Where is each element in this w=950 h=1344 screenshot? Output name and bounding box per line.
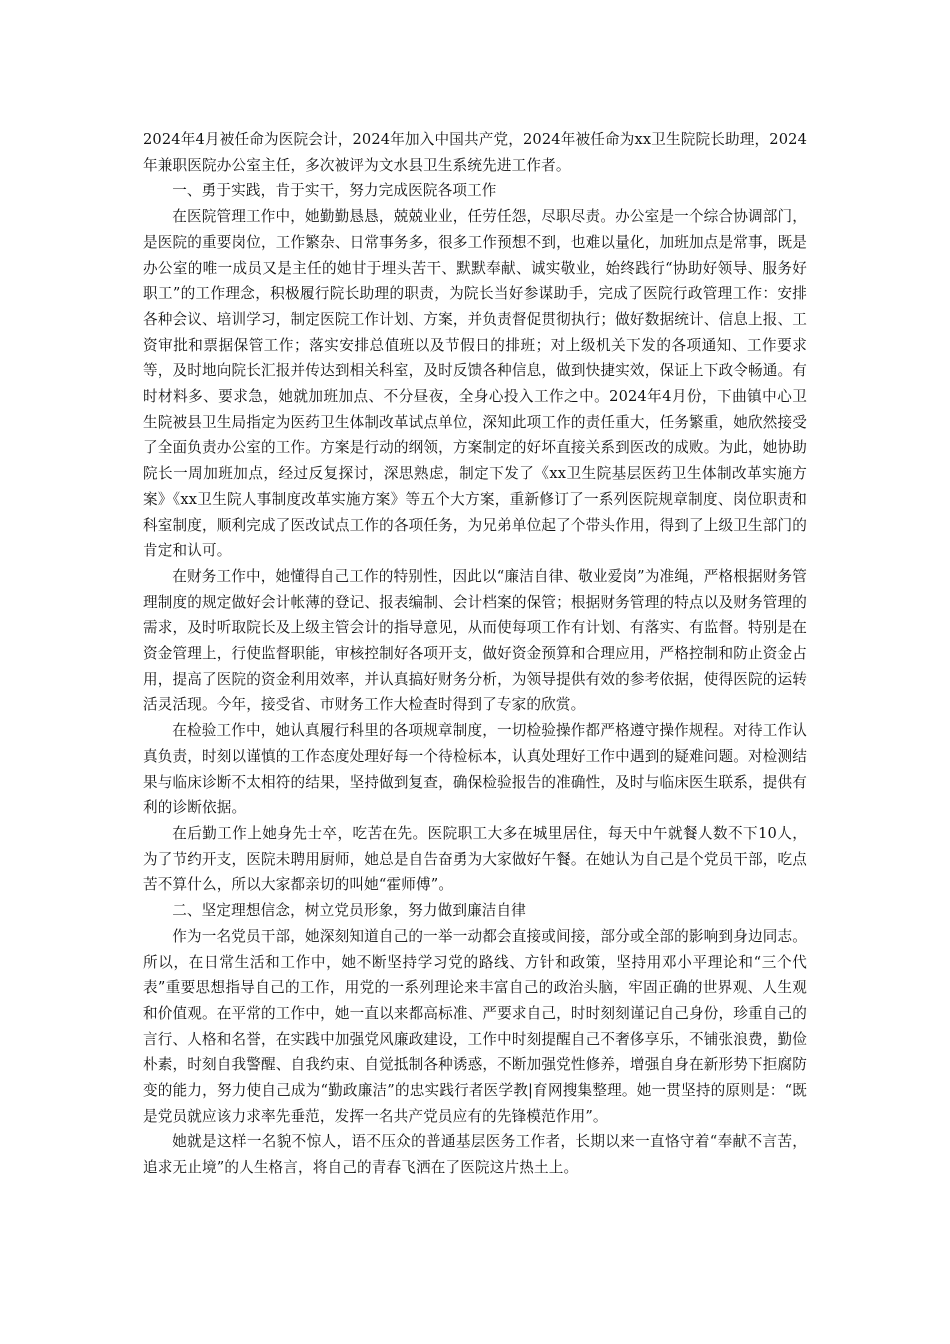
lab-work-paragraph: 在检验工作中，她认真履行科里的各项规章制度，一切检验操作都严格遵守操作规程。对待工作认真负责，时刻以谨慎的工作态度处理好每一个待检标本，认真处理好工作中遇到的疑难问题。对检测结果与临床诊断不太相符的结果，坚持做到复查，确保检验报告的准确性，及时与临床医生联系，提供有利的诊断依据。 — [143, 722, 807, 817]
management-work-paragraph: 在医院管理工作中，她勤勤恳恳，兢兢业业，任劳任怨，尽职尽责。办公室是一个综合协调部门，是医院的重要岗位，工作繁杂、日常事务多，很多工作预想不到，也难以量化，加班加点是常事，既是办公室的唯一成员又是主任的她甘于埋头苦干、默默奉献、诚实敬业，始终践行“协助好领导、服务好职工”的工作理念，积极履行院长助理的职责，为院长当好参谋助手，完成了医院行政管理工作：安排各种会议、培训学习，制定医院工作计划、方案，并负责督促贯彻执行；做好数据统计、信息上报、工资审批和票据保管工作；落实安排总值班以及节假日的排班；对上级机关下发的各项通知、工作要求等，及时地向院长汇报并传达到相关科室，及时反馈各种信息，做到快捷实效，保证上下政令畅通。有时材料多、要求急，她就加班加点、不分昼夜，全身心投入工作之中。2024年4月份，下曲镇中心卫生院被县卫生局指定为医药卫生体制改革试点单位，深知此项工作的责任重大，任务繁重，她欣然接受了全面负责办公室的工作。方案是行动的纲领，方案制定的好坏直接关系到医改的成败。为此，她协助院长一周加班加点，经过反复探讨，深思熟虑，制定下发了《xx卫生院基层医药卫生体制改革实施方案》《xx卫生院人事制度改革实施方案》等五个大方案，重新修订了一系列医院规章制度、岗位职责和科室制度，顺利完成了医改试点工作的各项任务，为兄弟单位起了个带头作用，得到了上级卫生部门的肯定和认可。 — [143, 208, 807, 560]
intro-paragraph: 2024年4月被任命为医院会计，2024年加入中国共产党，2024年被任命为xx卫生院院长助理，2024年兼职医院办公室主任，多次被评为文水县卫生系统先进工作者。 — [143, 131, 807, 174]
logistics-work-paragraph: 在后勤工作上她身先士卒，吃苦在先。医院职工大多在城里居住，每天中午就餐人数不下10人，为了节约开支，医院未聘用厨师，她总是自告奋勇为大家做好午餐。在她认为自己是个党员干部，吃点苦不算什么，所以大家都亲切的叫她“霍师傅”。 — [143, 824, 807, 894]
party-member-paragraph: 作为一名党员干部，她深刻知道自己的一举一动都会直接或间接，部分或全部的影响到身边同志。所以，在日常生活和工作中，她不断坚持学习党的路线、方针和政策，坚持用邓小平理论和“三个代表”重要思想指导自己的工作，用党的一系列理论来丰富自己的政治头脑，牢固正确的世界观、人生观和价值观。在平常的工作中，她一直以来都高标准、严要求自己，时时刻刻谨记自己身份，珍重自己的言行、人格和名誉，在实践中加强党风廉政建设，工作中时刻提醒自己不奢侈享乐，不铺张浪费，勤俭朴素，时刻自我警醒、自我约束、自觉抵制各种诱惑，不断加强党性修养，增强自身在新形势下拒腐防变的能力，努力使自己成为“勤政廉洁”的忠实践行者医学教|育网搜集整理。她一贯坚持的原则是：“既是党员就应该力求率先垂范，发挥一名共产党员应有的先锋模范作用”。 — [143, 927, 807, 1125]
closing-paragraph: 她就是这样一名貌不惊人，语不压众的普通基层医务工作者，长期以来一直恪守着“奉献不言苦，追求无止境”的人生格言，将自己的青春飞洒在了医院这片热土上。 — [143, 1133, 807, 1177]
finance-work-paragraph: 在财务工作中，她懂得自己工作的特别性，因此以“廉洁自律、敬业爱岗”为准绳，严格根据财务管理制度的规定做好会计帐薄的登记、报表编制、会计档案的保管；根据财务管理的特点以及财务管理的需求，及时听取院长及上级主管会计的指导意见，从而使每项工作有计划、有落实、有监督。特别是在资金管理上，行使监督职能，审核控制好各项开支，做好资金预算和合理应用，严格控制和防止资金占用，提高了医院的资金利用效率，并认真搞好财务分析，为领导提供有效的参考依据，使得医院的运转活灵活现。今年，接受省、市财务工作大检查时得到了专家的欣赏。 — [143, 567, 807, 714]
section-heading-2: 二、坚定理想信念，树立党员形象，努力做到廉洁自律 — [172, 902, 527, 920]
document-page — [143, 127, 807, 1181]
section-heading-1: 一、勇于实践，肯于实干，努力完成医院各项工作 — [172, 182, 497, 200]
